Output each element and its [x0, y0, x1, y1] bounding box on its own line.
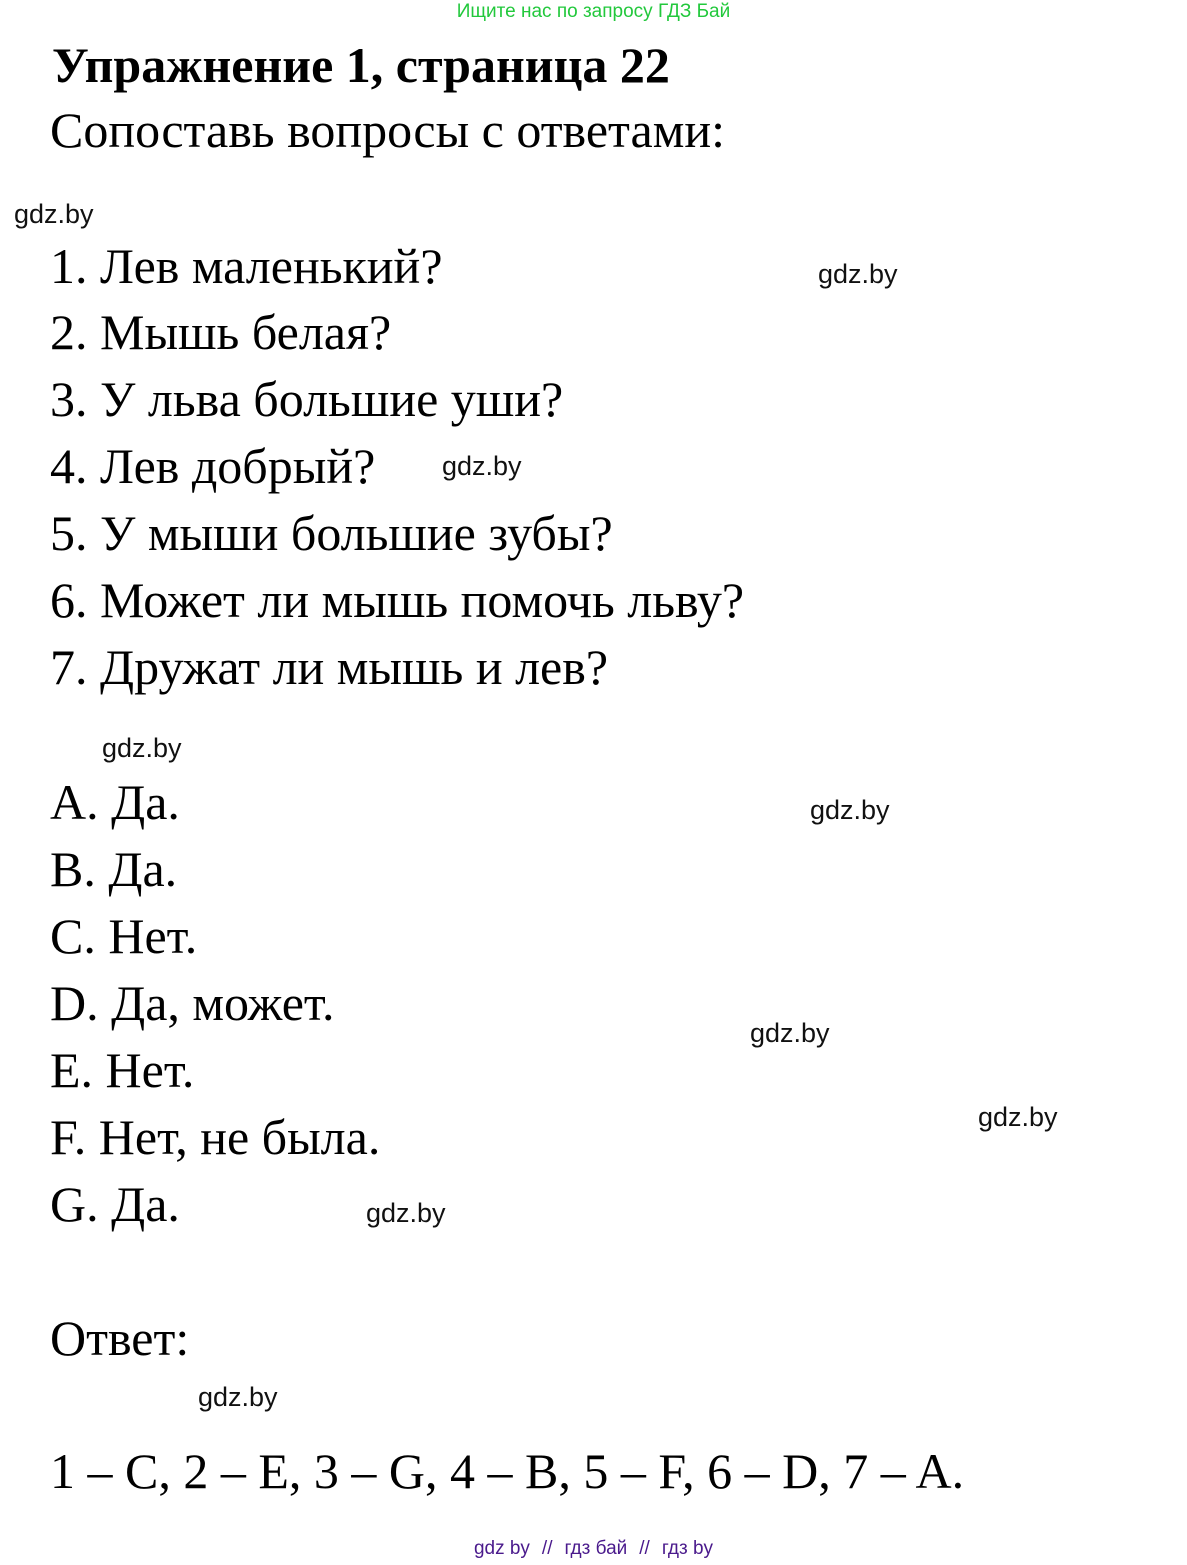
question-1: 1. Лев маленький?	[50, 238, 443, 294]
answer-g: G. Да.	[50, 1176, 180, 1232]
answer-a: A. Да.	[50, 774, 180, 830]
answer-text: 1 – C, 2 – E, 3 – G, 4 – B, 5 – F, 6 – D, 7 – A.	[50, 1443, 965, 1499]
question-5: 5. У мыши большие зубы?	[50, 505, 613, 561]
answer-b: B. Да.	[50, 841, 178, 897]
footer-link-gdz-by[interactable]: gdz by	[473, 1538, 530, 1559]
answer-e: E. Нет.	[50, 1042, 195, 1098]
answer-label: Ответ:	[50, 1310, 190, 1366]
answer-d: D. Да, может.	[50, 975, 335, 1031]
watermark: gdz.by	[366, 1198, 446, 1228]
question-7: 7. Дружат ли мышь и лев?	[50, 639, 609, 695]
watermark: gdz.by	[442, 451, 522, 481]
watermark: gdz.by	[810, 795, 890, 825]
watermark: gdz.by	[198, 1382, 278, 1412]
footer-separator: //	[639, 1538, 650, 1559]
top-banner-link[interactable]: Ищите нас по запросу ГДЗ Бай	[456, 1, 731, 22]
watermark: gdz.by	[14, 199, 94, 229]
question-6: 6. Может ли мышь помочь льву?	[50, 572, 745, 628]
footer-separator: //	[541, 1538, 553, 1559]
watermark: gdz.by	[750, 1018, 830, 1048]
page-title: Упражнение 1, страница 22	[52, 37, 670, 93]
answer-c: C. Нет.	[50, 908, 198, 964]
footer-link-gdz-by-cyr[interactable]: гдз by	[661, 1538, 714, 1559]
watermark: gdz.by	[818, 259, 898, 289]
footer-links	[0, 1536, 1187, 1562]
question-3: 3. У льва большие уши?	[50, 371, 564, 427]
instruction-text: Сопоставь вопросы с ответами:	[50, 102, 725, 158]
footer-link-gdz-bai[interactable]: гдз бай	[564, 1538, 628, 1559]
answer-f: F. Нет, не была.	[50, 1109, 381, 1165]
watermark: gdz.by	[102, 733, 182, 763]
question-4: 4. Лев добрый?	[50, 438, 376, 494]
watermark: gdz.by	[978, 1102, 1058, 1132]
question-2: 2. Мышь белая?	[50, 304, 392, 360]
